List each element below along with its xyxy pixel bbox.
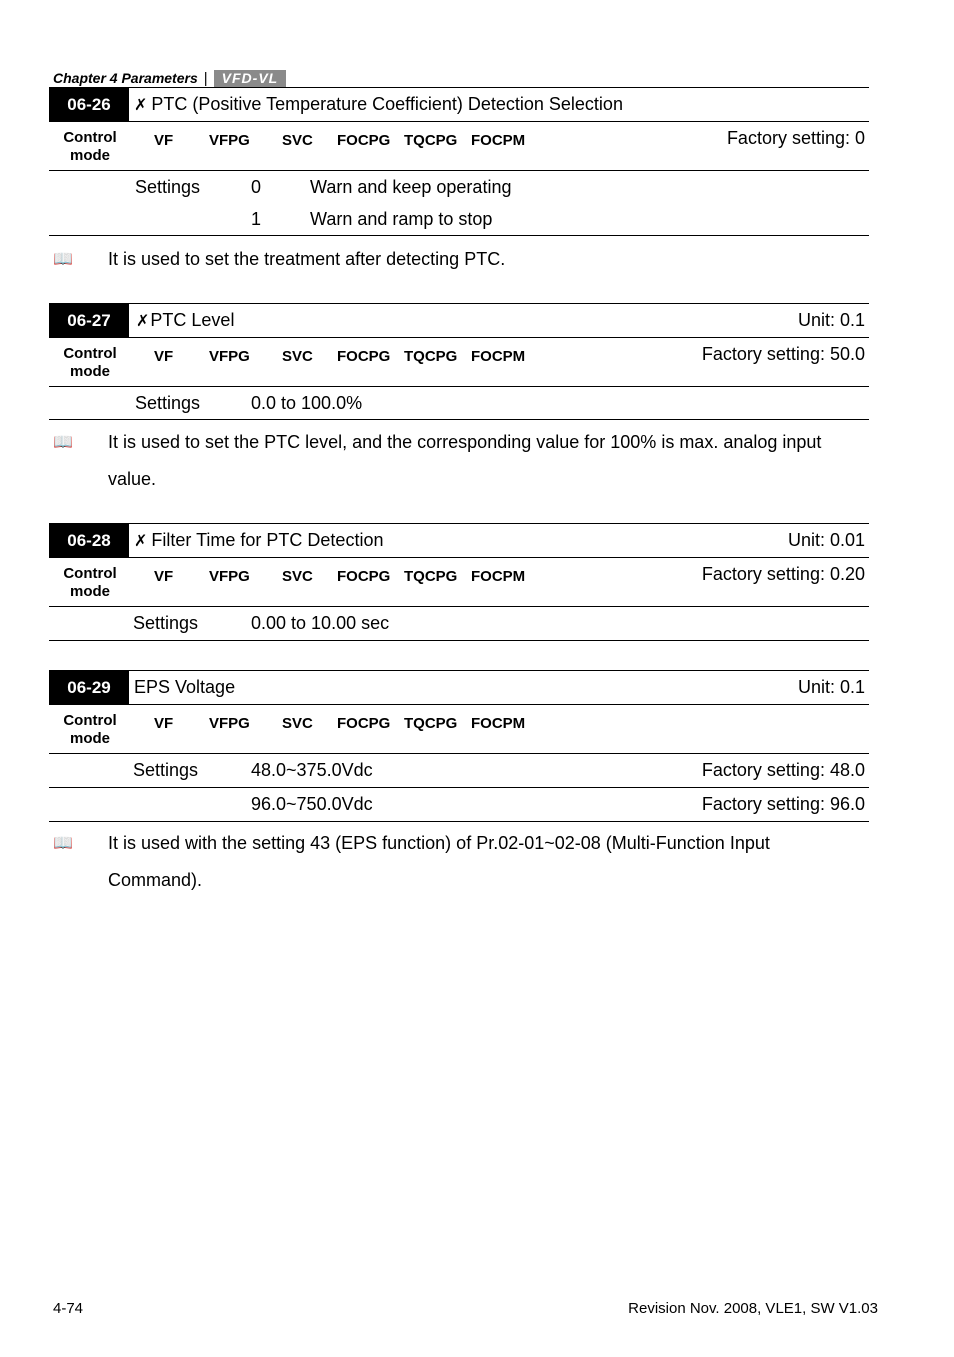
mode-focpm: FOCPM [471,132,526,149]
revision-info: Revision Nov. 2008, VLE1, SW V1.03 [628,1300,878,1317]
mode-focpg: FOCPG [337,568,391,585]
setting-desc: Warn and keep operating [310,177,512,197]
control-mode-row [49,122,869,171]
note-text: It is used to set the treatment after detecting PTC. [108,249,506,269]
control-mode-label: Control mode [63,712,117,747]
book-icon: 📖 [53,835,73,852]
param-06-28 [49,523,869,641]
mode-vfpg: VFPG [209,568,250,585]
setting-range: 0.00 to 10.00 sec [251,613,390,633]
mode-tqcpg: TQCPG [404,715,458,732]
factory-setting: Factory setting: 48.0 [701,760,865,780]
param-06-29 [49,670,869,822]
control-mode-row [49,705,869,754]
factory-setting: Factory setting: 96.0 [701,794,865,814]
mode-vfpg: VFPG [209,132,250,149]
settings-label: Settings [135,393,201,413]
setting-value: 1 [251,209,262,229]
param-unit: Unit: 0.01 [787,530,865,550]
control-mode-row [49,558,869,607]
factory-setting: Factory setting: 0 [726,128,865,148]
mode-vf: VF [154,568,174,585]
param-title: PTC (Positive Temperature Coefficient) Detection Selection [151,94,623,114]
param-title-row [49,523,869,558]
settings-label: Settings [133,760,199,780]
note-text: It is used to set the PTC level, and the corresponding value for 100% is max. analog input value. [108,432,822,489]
mode-tqcpg: TQCPG [404,348,458,365]
mode-svc: SVC [282,132,313,149]
factory-setting: Factory setting: 0.20 [701,564,865,584]
mode-svc: SVC [282,715,313,732]
mode-vfpg: VFPG [209,348,250,365]
param-title: PTC Level [150,310,235,330]
page-number: 4-74 [53,1300,84,1317]
param-title: EPS Voltage [134,677,236,697]
mode-focpm: FOCPM [471,715,526,732]
param-id: 06-26 [49,88,129,121]
mode-focpm: FOCPM [471,348,526,365]
settings-row [49,171,869,236]
settings-label: Settings [133,613,199,633]
header-separator: | [203,69,208,87]
mode-vfpg: VFPG [209,715,250,732]
writable-icon: ✗ [134,97,148,114]
mode-vf: VF [154,132,174,149]
control-mode-label: Control mode [63,565,117,600]
param-id: 06-28 [49,524,129,557]
settings-row [49,607,869,641]
writable-icon: ✗ [136,313,150,330]
param-06-26 [49,88,869,236]
page-header [53,68,286,88]
param-title-row [49,88,869,122]
param-id: 06-29 [49,671,129,704]
param-title: Filter Time for PTC Detection [151,530,384,550]
control-mode-label: Control mode [63,129,117,164]
setting-value: 0 [251,177,262,197]
mode-vf: VF [154,348,174,365]
mode-tqcpg: TQCPG [404,568,458,585]
param-unit: Unit: 0.1 [797,677,865,697]
mode-svc: SVC [282,568,313,585]
control-mode-label: Control mode [63,345,117,380]
mode-focpg: FOCPG [337,715,391,732]
mode-focpg: FOCPG [337,348,391,365]
mode-focpg: FOCPG [337,132,391,149]
mode-vf: VF [154,715,174,732]
setting-range: 0.0 to 100.0% [251,393,363,413]
book-icon: 📖 [53,251,73,268]
settings-row [49,754,869,788]
settings-label: Settings [135,177,201,197]
param-06-27 [49,303,869,420]
settings-row [49,387,869,420]
setting-range: 48.0~375.0Vdc [251,760,373,780]
param-title-row [49,303,869,338]
control-mode-row [49,338,869,387]
mode-focpm: FOCPM [471,568,526,585]
factory-setting: Factory setting: 50.0 [701,344,865,364]
writable-icon: ✗ [134,533,148,550]
setting-range: 96.0~750.0Vdc [251,794,373,814]
vfd-vl-logo: VFD-VL [214,70,287,87]
param-title-row [49,670,869,705]
mode-svc: SVC [282,348,313,365]
mode-tqcpg: TQCPG [404,132,458,149]
book-icon: 📖 [53,434,73,451]
chapter-title: Chapter 4 Parameters [53,70,198,86]
param-unit: Unit: 0.1 [797,310,865,330]
note-text: It is used with the setting 43 (EPS function) of Pr.02-01~02-08 (Multi-Function Input Command). [108,833,770,890]
setting-desc: Warn and ramp to stop [310,209,493,229]
settings-row [49,788,869,822]
param-id: 06-27 [49,304,129,337]
